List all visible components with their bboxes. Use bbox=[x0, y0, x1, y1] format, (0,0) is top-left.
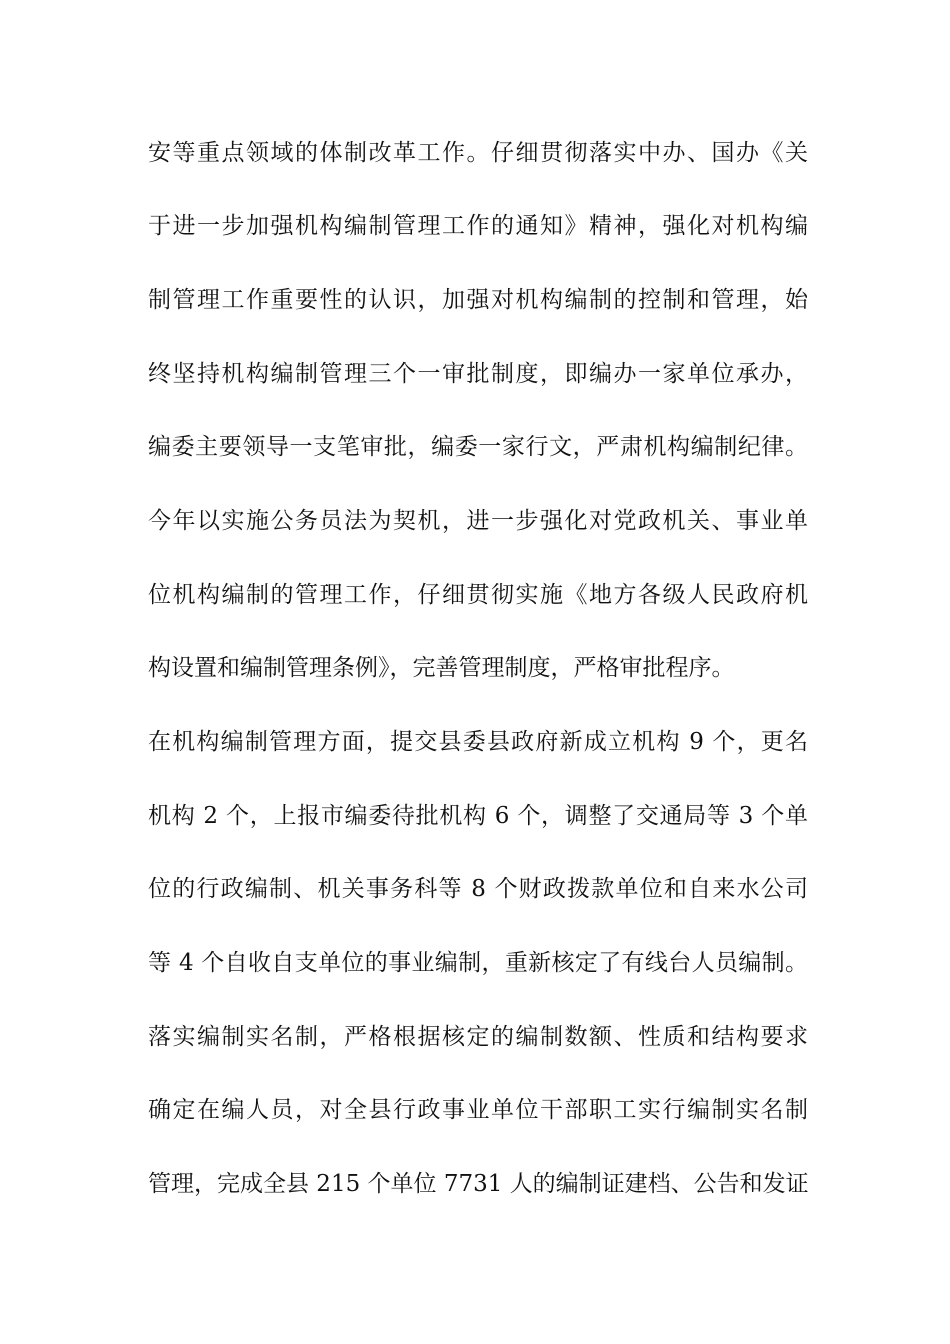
text-line: 于进一步加强机构编制管理工作的通知》精神，强化对机构编 bbox=[148, 213, 808, 239]
text-line: 今年以实施公务员法为契机，进一步强化对党政机关、事业单 bbox=[148, 508, 808, 534]
text-line: 位的行政编制、机关事务科等 8 个财政拨款单位和自来水公司 bbox=[148, 876, 808, 902]
text-line: 构设置和编制管理条例》，完善管理制度，严格审批程序。 bbox=[148, 655, 735, 681]
text-line: 管理，完成全县 215 个单位 7731 人的编制证建档、公告和发证 bbox=[148, 1171, 809, 1197]
text-line: 制管理工作重要性的认识，加强对机构编制的控制和管理，始 bbox=[148, 287, 808, 313]
text-line: 等 4 个自收自支单位的事业编制，重新核定了有线台人员编制。 bbox=[148, 950, 808, 976]
text-line: 终坚持机构编制管理三个一审批制度，即编办一家单位承办， bbox=[148, 361, 808, 387]
text-line: 安等重点领域的体制改革工作。仔细贯彻落实中办、国办《关 bbox=[148, 140, 808, 166]
text-line: 确定在编人员，对全县行政事业单位干部职工实行编制实名制 bbox=[148, 1097, 808, 1123]
text-line: 落实编制实名制，严格根据核定的编制数额、性质和结构要求 bbox=[148, 1024, 808, 1050]
text-line: 机构 2 个，上报市编委待批机构 6 个，调整了交通局等 3 个单 bbox=[148, 803, 808, 829]
text-line: 位机构编制的管理工作，仔细贯彻实施《地方各级人民政府机 bbox=[148, 582, 808, 608]
text-line: 在机构编制管理方面，提交县委县政府新成立机构 9 个，更名 bbox=[148, 729, 808, 755]
text-line: 编委主要领导一支笔审批，编委一家行文，严肃机构编制纪律。 bbox=[148, 434, 808, 460]
